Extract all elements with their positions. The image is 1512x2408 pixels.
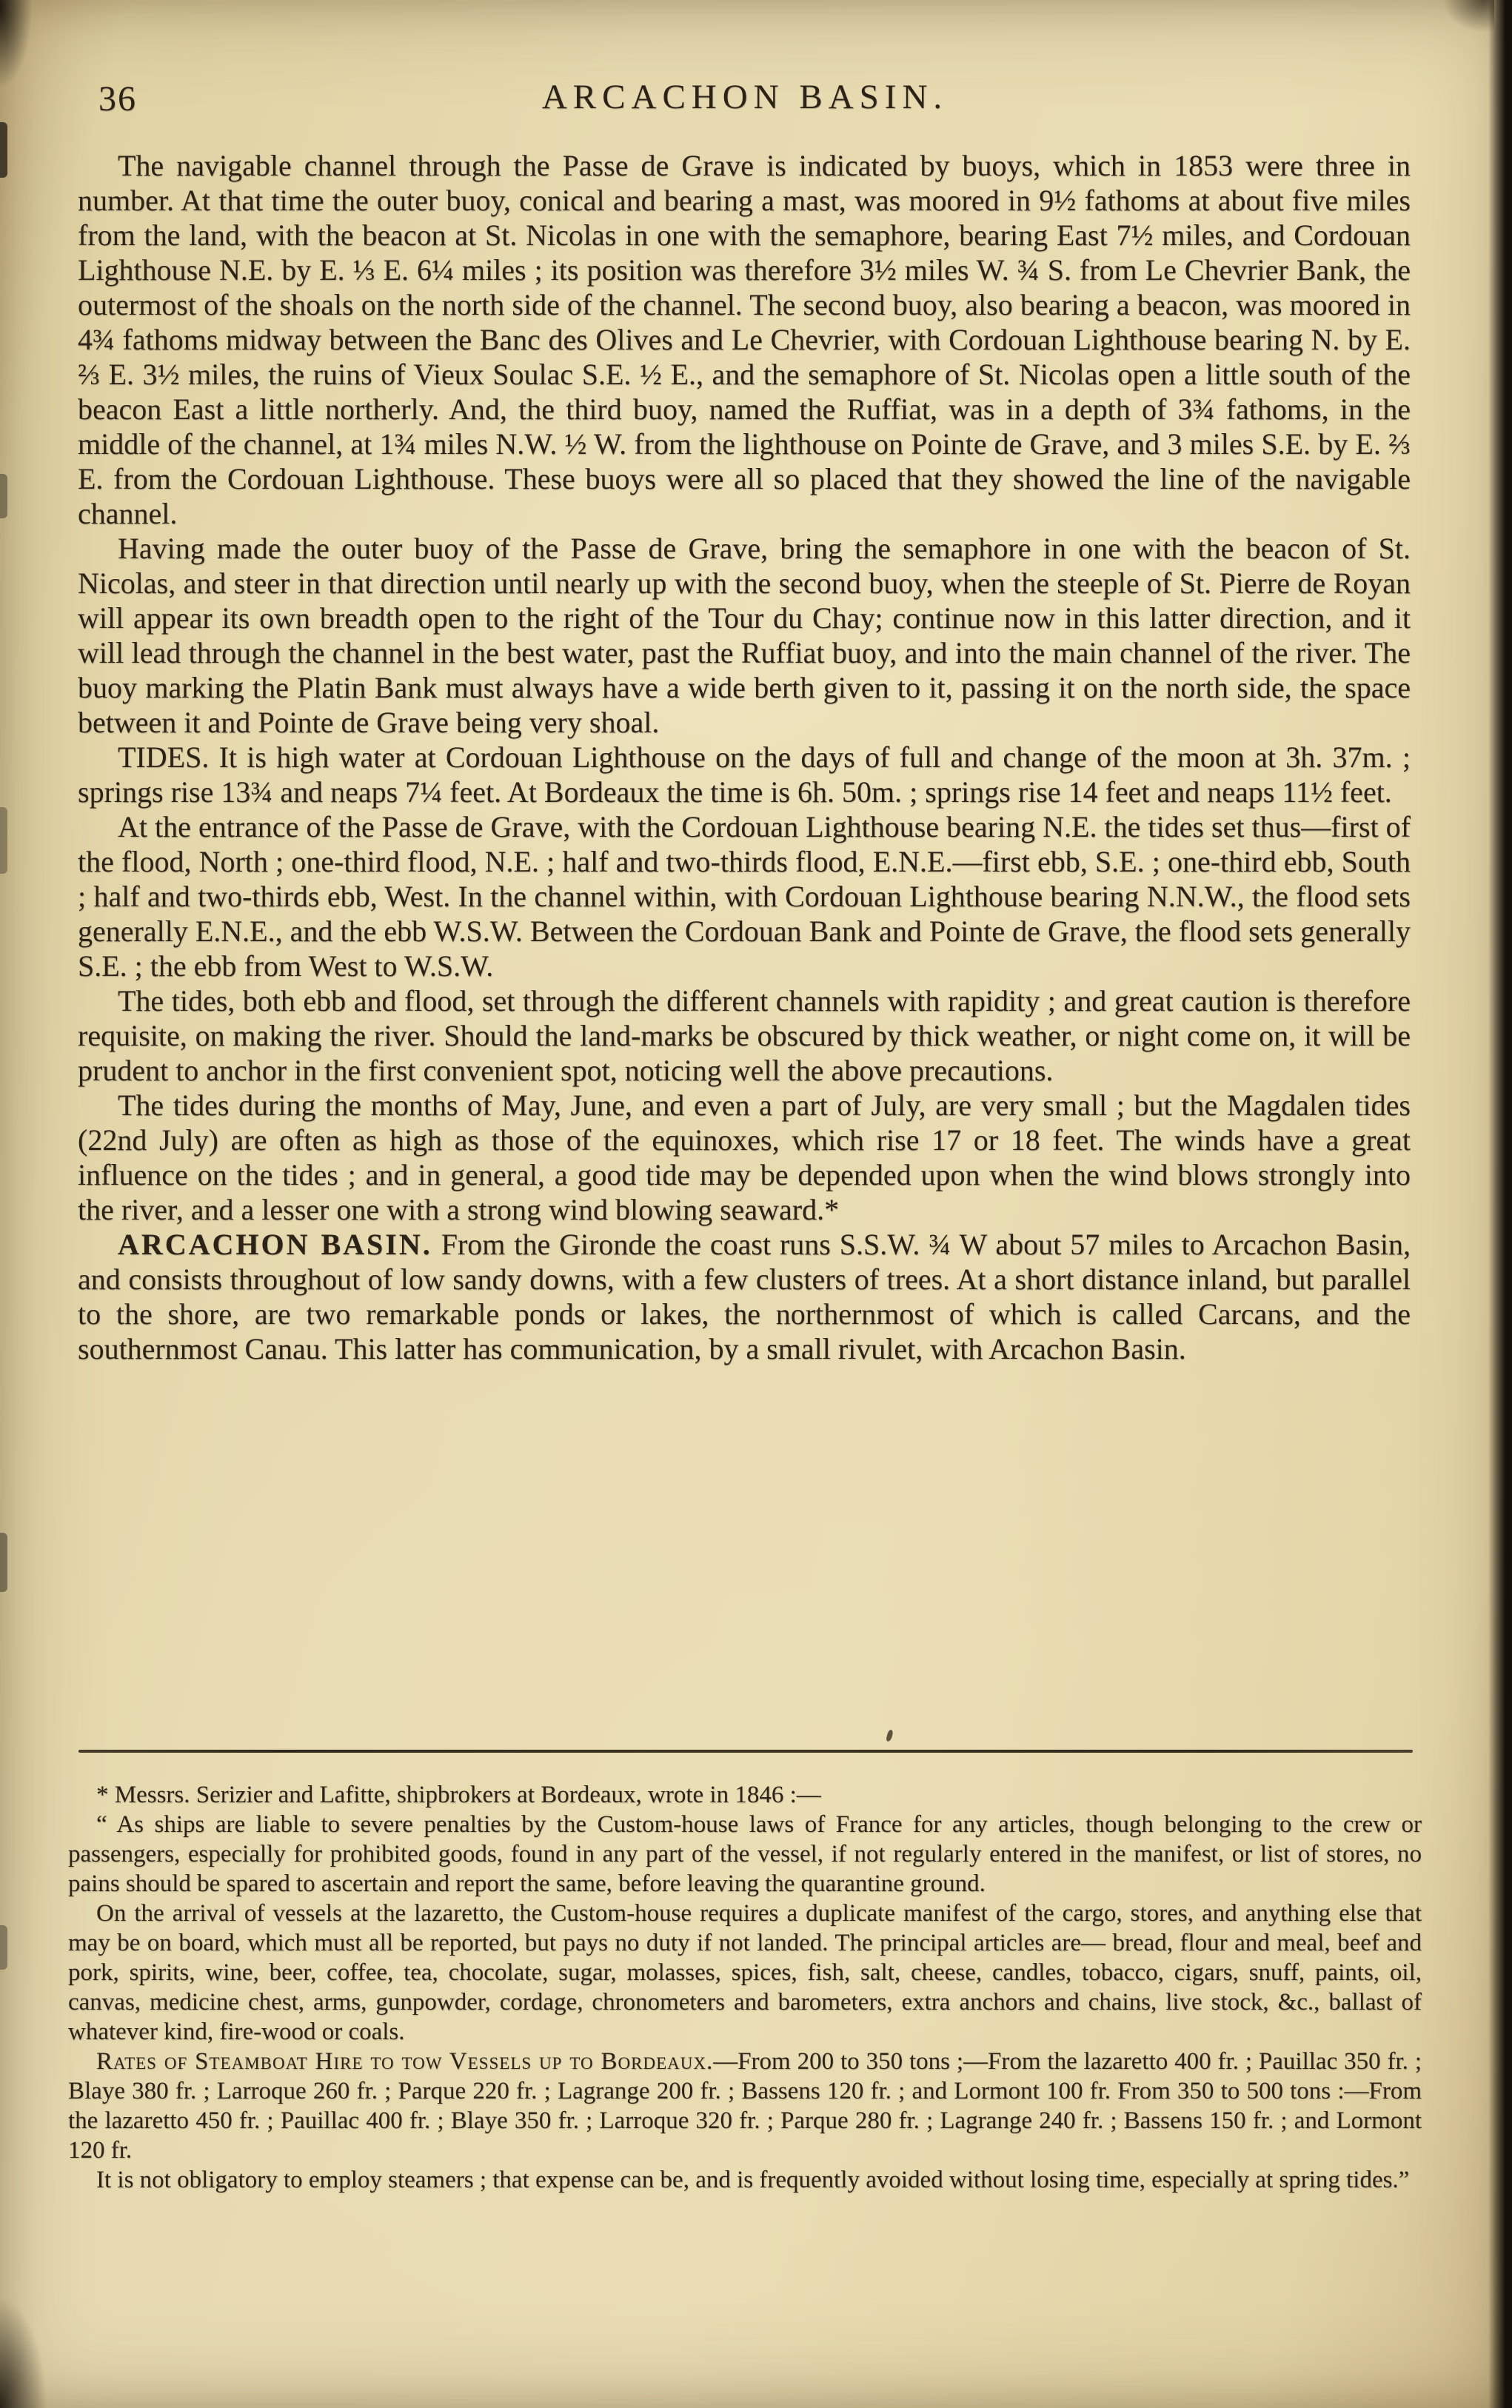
page-number: 36 bbox=[98, 79, 137, 118]
paragraph-directions: Having made the outer buoy of the Passe de Grave, bring the semaphore in one with the beacon of St. Nicolas, and steer in that direction until nearly up with the second buoy, when the steeple of St. Pierre de Royan will appear its own breadth open to the right of the Tour du Chay; continue now in this latter direction, and it will lead through the channel in the best water, past the Ruffiat buoy, and into the main channel of the river. The buoy marking the Platin Bank must always have a wide berth given to it, passing it on the north side, the space between it and Pointe de Grave being very shoal. bbox=[78, 532, 1411, 739]
footnote-rule bbox=[78, 1750, 1413, 1753]
footnote-quote-penalties: “ As ships are liable to severe penalties by the Custom-house laws of France for any articles, though belonging to the crew or passengers, especially for prohibited goods, found in any part of the vessel, if not regularly entered in the manifest, or list of stores, no pains should be spared to ascertain and report the same, before leaving the quarantine ground. bbox=[68, 1811, 1422, 1897]
paragraph-seasonal-tides: The tides during the months of May, June, and even a part of July, are very small ; but the Magdalen tides (22nd July) are often as high as those of the equinoxes, which rise 17 or 18 feet. The winds have a great influence on the tides ; and in general, a good tide may be depended upon when the wind blows strongly into the river, and a lesser one with a strong wind blowing seaward.* bbox=[78, 1088, 1411, 1226]
footnote-quote-closing: It is not obligatory to employ steamers ; that expense can be, and is frequently avoided without losing time, especially at spring tides.” bbox=[96, 2167, 1410, 2193]
scan-artifact-left-edge bbox=[0, 474, 7, 518]
scan-artifact-corner-bottom-left bbox=[0, 2297, 47, 2408]
paragraph-arcachon-basin bbox=[78, 1227, 1411, 1366]
scan-artifact-corner-top-right bbox=[1442, 0, 1494, 33]
paragraph-caution: The tides, both ebb and flood, set through the different channels with rapidity ; and great caution is therefore requisite, on making the river. Should the land-marks be obscured by thick weather, or night come on, it will be prudent to anchor in the first convenient spot, noticing well the above precautions. bbox=[78, 984, 1411, 1087]
paragraph-tide-sets: At the entrance of the Passe de Grave, with the Cordouan Lighthouse bearing N.E. the tides set thus—first of the flood, North ; one-third flood, N.E. ; half and two-thirds flood, E.N.E.—first ebb, S.E. ; one-third ebb, South ; half and two-thirds ebb, West. In the channel within, with Cordouan Lighthouse bearing N.N.W., the flood sets generally E.N.E., and the ebb W.S.W. Between the Cordouan Bank and Pointe de Grave, the flood sets generally S.E. ; the ebb from West to W.S.W. bbox=[78, 810, 1411, 983]
scan-artifact-left-edge bbox=[0, 1533, 7, 1592]
footnote-quote-manifest: On the arrival of vessels at the lazaretto, the Custom-house requires a duplicate manifest of the cargo, stores, and anything else that may be on board, which must all be reported, but pays no duty if not landed. The principal articles are— bread, flour and meal, beef and pork, spirits, wine, beer, coffee, tea, chocolate, sugar, molasses, spices, fish, salt, cheese, candles, tobacco, cigars, snuff, paints, oil, canvas, medicine chest, arms, gunpowder, cordage, chronometers and barometers, extra anchors and chains, live stock, &c., ballast of whatever kind, fire-wood or coals. bbox=[68, 1900, 1422, 2045]
paragraph-tides: TIDES. It is high water at Cordouan Lighthouse on the days of full and change of the moon at 3h. 37m. ; springs rise 13¾ and neaps 7¼ feet. At Bordeaux the time is 6h. 50m. ; springs rise 14 feet and neaps 11½ feet. bbox=[78, 740, 1411, 809]
rates-text: —From 200 to 350 tons ;—From the lazaretto 400 fr. ; Pauillac 350 fr. ; Blaye 380 fr. ; Larroque 260 fr. ; Parque 220 fr. ; Lagrange 200 fr. ; Bassens 120 fr. ; and Lormont 100 fr. From 350 to 500 tons :—From the lazaretto 450 fr. ; Pauillac 400 fr. ; Blaye 350 fr. ; Larroque 320 fr. ; Parque 280 fr. ; Lagrange 240 fr. ; Bassens 150 fr. ; and Lormont 120 fr. bbox=[68, 2048, 1422, 2164]
footnote-attribution: * Messrs. Serizier and Lafitte, shipbrokers at Bordeaux, wrote in 1846 :— bbox=[96, 1782, 821, 1808]
scan-artifact-left-edge bbox=[0, 807, 7, 874]
ink-spot-artifact bbox=[886, 1729, 894, 1742]
scan-artifact-left-edge bbox=[0, 122, 7, 178]
page-edge-shadow-right bbox=[1488, 0, 1512, 2408]
rates-heading: Rates of Steamboat Hire to tow Vessels up to Bordeaux. bbox=[96, 2048, 714, 2075]
running-title: ARCACHON BASIN. bbox=[541, 78, 949, 116]
paragraph-text: From the Gironde the coast runs S.S.W. ¾ W about 57 miles to Arcachon Basin, and consists throughout of low sandy downs, with a few clusters of trees. At a short distance inland, but parallel to the shore, are two remarkable ponds or lakes, the northernmost of which is called Carcans, and the southernmost Canau. This latter has communication, by a small rivulet, with Arcachon Basin. bbox=[78, 1228, 1411, 1365]
page-header bbox=[78, 77, 1412, 124]
section-heading: ARCACHON BASIN. bbox=[118, 1228, 432, 1261]
footnote-steamboat-rates bbox=[68, 2047, 1422, 2165]
footnote bbox=[68, 1780, 1422, 2195]
scan-artifact-corner-top-left bbox=[0, 0, 33, 89]
paragraph-buoys: The navigable channel through the Passe de Grave is indicated by buoys, which in 1853 were three in number. At that time the outer buoy, conical and bearing a mast, was moored in 9½ fathoms at about five miles from the land, with the beacon at St. Nicolas in one with the semaphore, bearing East 7½ miles, and Cordouan Lighthouse N.E. by E. ⅓ E. 6¼ miles ; its position was therefore 3½ miles W. ¾ S. from Le Chevrier Bank, the outermost of the shoals on the north side of the channel. The second buoy, also bearing a beacon, was moored in 4¾ fathoms midway between the Banc des Olives and Le Chevrier, with Cordouan Lighthouse bearing N. by E. ⅔ E. 3½ miles, the ruins of Vieux Soulac S.E. ½ E., and the semaphore of St. Nicolas open a little south of the beacon East a little northerly. And, the third buoy, named the Ruffiat, was in a depth of 3¾ fathoms, in the middle of the channel, at 1¾ miles N.W. ½ W. from the lighthouse on Pointe de Grave, and 3 miles S.E. by E. ⅔ E. from the Cordouan Lighthouse. These buoys were all so placed that they showed the line of the navigable channel. bbox=[78, 149, 1411, 530]
scan-artifact-left-edge bbox=[0, 1925, 7, 1970]
main-text bbox=[78, 148, 1411, 1366]
